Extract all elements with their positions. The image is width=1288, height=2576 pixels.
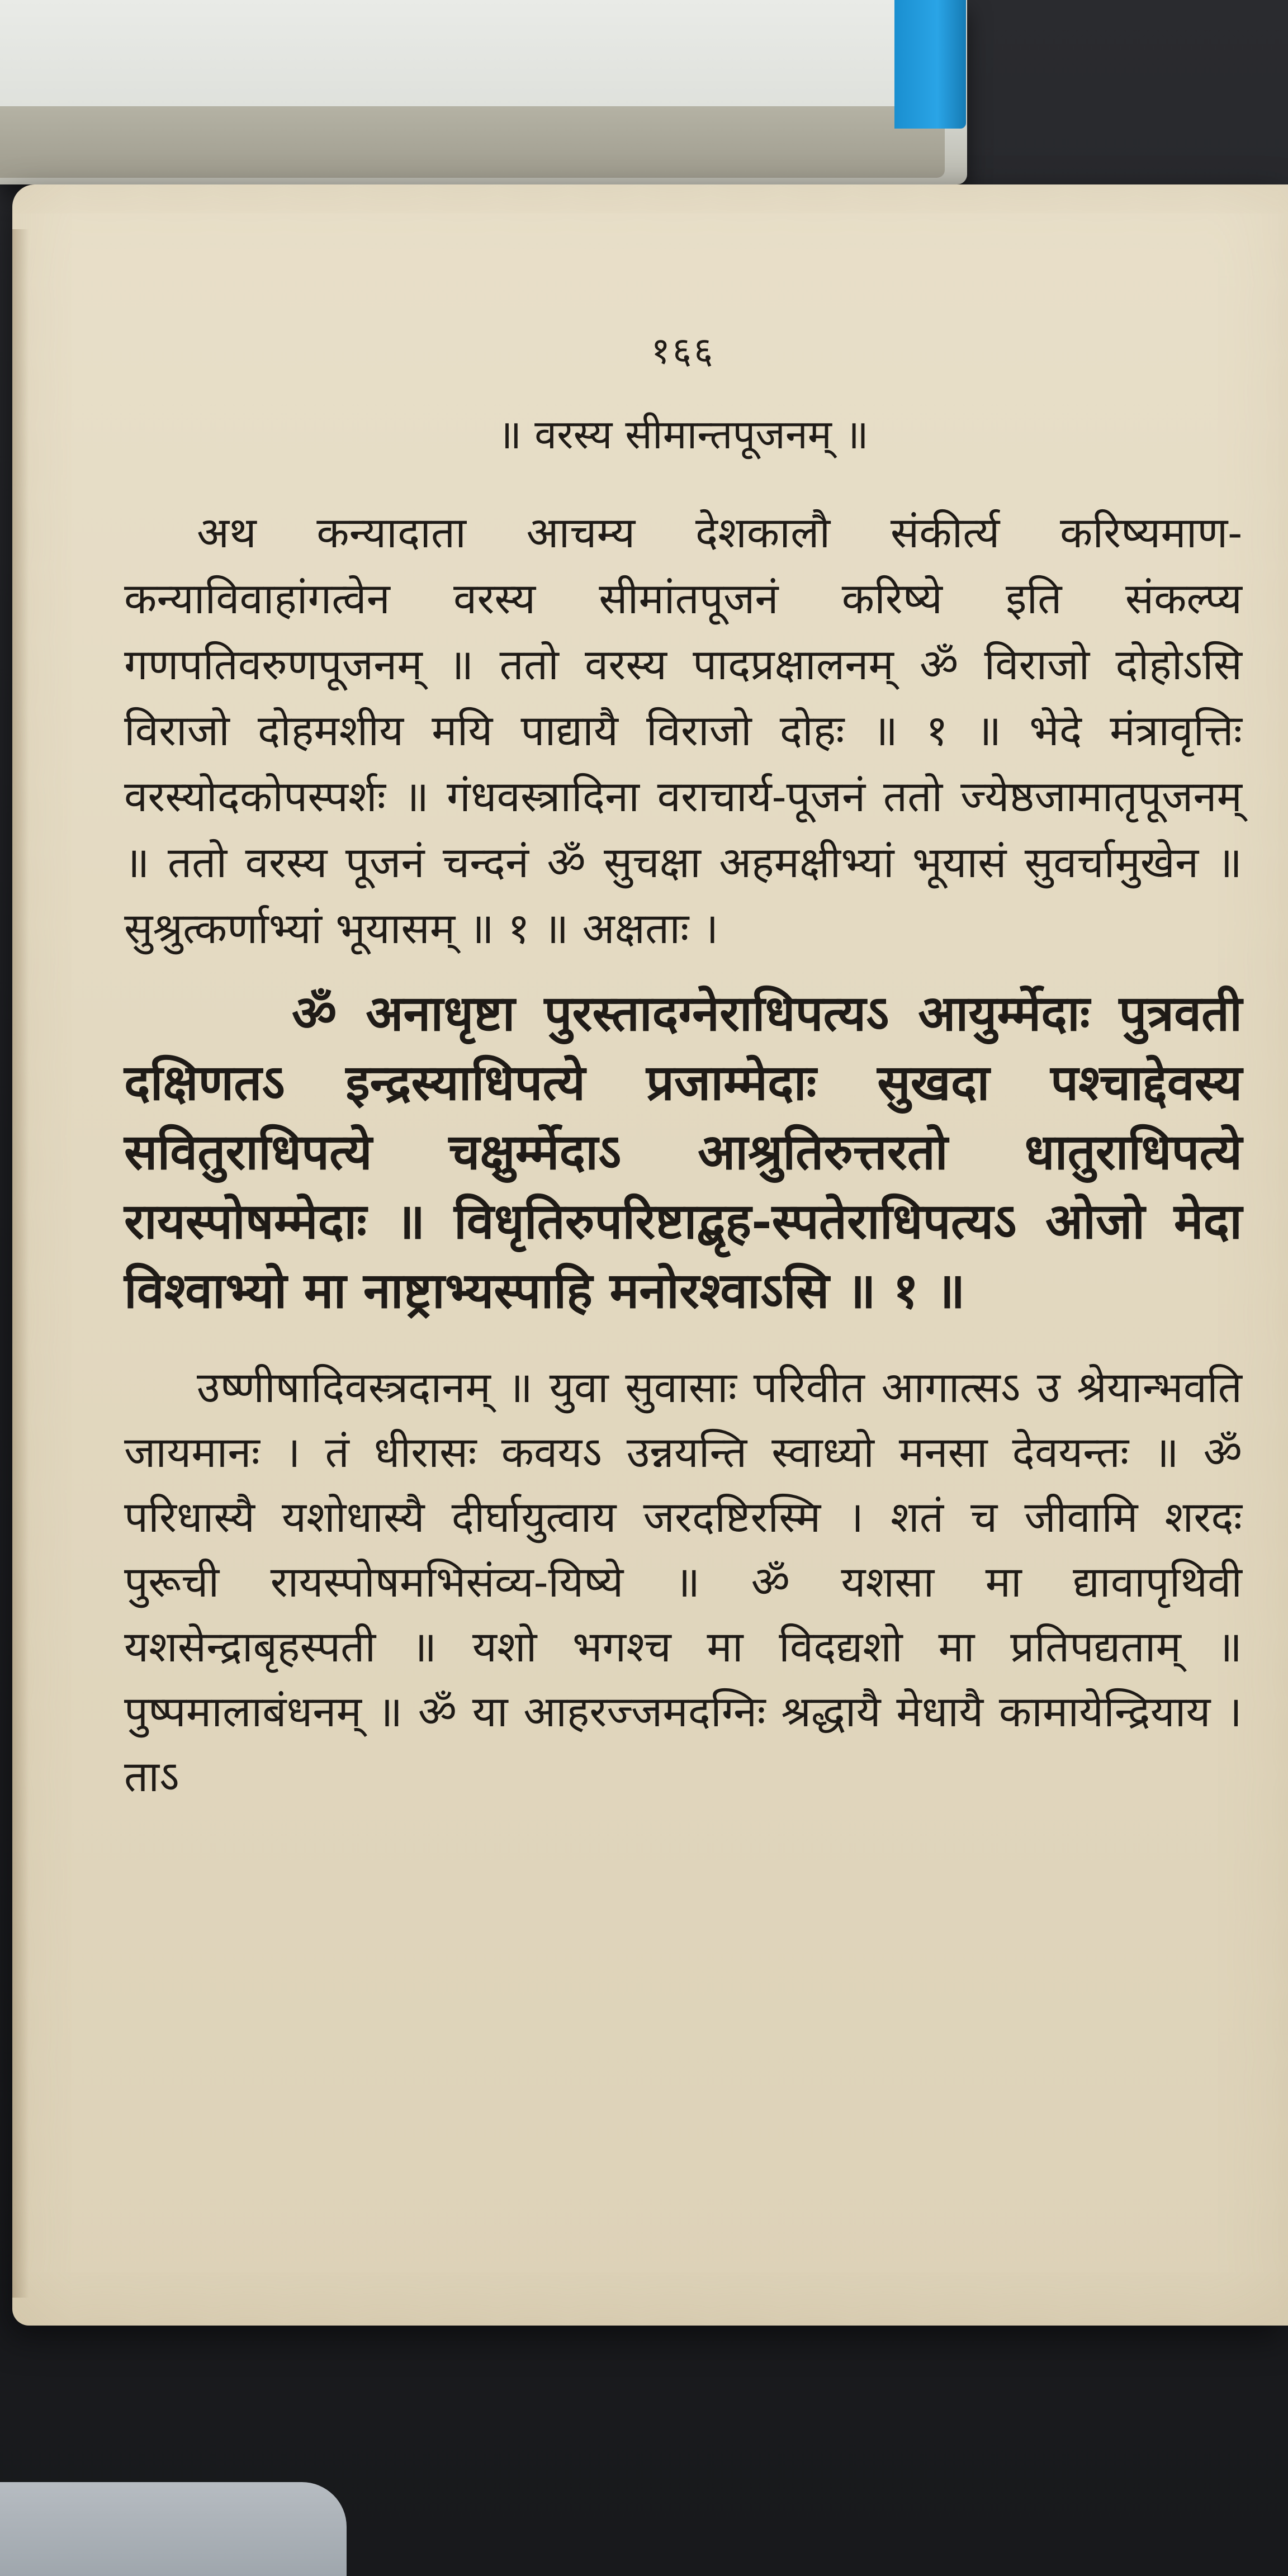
book-page bbox=[12, 184, 1288, 2326]
foreground-object bbox=[0, 2482, 347, 2576]
mantra-block: ॐ अनाधृष्टा पुरस्तादग्नेराधिपत्यऽ आयुर्म्मेदाः पुत्रवती दक्षिणतऽ इन्द्रस्याधिपत्ये प्रजाम्मेदाः सुखदा पश्चाद्देवस्य सवितुराधिपत्ये चक्षुर्म्मेदाऽ आश्रुतिरुत्तरतो धातुराधिपत्ये रायस्पोषम्मेदाः ॥ विधृतिरुपरिष्टाद्बृह-स्पतेराधिपत्यऽ ओजो मेदा विश्वाभ्यो मा नाष्ट्राभ्यस्पाहि मनोरश्वाऽसि ॥ १ ॥ bbox=[124, 984, 1242, 1319]
section-heading: ॥ वरस्य सीमान्तपूजनम् ॥ bbox=[498, 411, 869, 458]
paragraph-vastra-daan: उष्णीषादिवस्त्रदानम् ॥ युवा सुवासाः परिवीत आगात्सऽ उ श्रेयान्भवति जायमानः । तं धीरासः कवयऽ उन्नयन्ति स्वाध्यो मनसा देवयन्तः ॥ ॐ परिधास्यै यशोधास्यै दीर्घायुत्वाय जरदष्टिरस्मि । शतं च जीवामि शरदः पुरूची रायस्पोषमभिसंव्य-यिष्ये ॥ ॐ यशसा मा द्यावापृथिवी यशसेन्द्राबृहस्पती ॥ यशो भगश्च मा विदद्यशो मा प्रतिपद्यताम् ॥ पुष्पमालाबंधनम् ॥ ॐ या आहरज्जमदग्निः श्रद्धायै मेधायै कामायेन्द्रियाय । ताऽ bbox=[124, 1362, 1242, 1801]
book-blue-spine bbox=[894, 0, 966, 129]
background-book bbox=[0, 0, 967, 184]
page-number: १६६ bbox=[651, 329, 716, 372]
book-cover bbox=[0, 0, 894, 106]
page-content bbox=[124, 324, 1242, 1809]
page-edge-shadow bbox=[12, 229, 29, 2298]
book-page-edges bbox=[0, 94, 945, 178]
paragraph-ritual-intro: अथ कन्यादाता आचम्य देशकालौ संकीर्त्य करिष्यमाण-कन्याविवाहांगत्वेन वरस्य सीमांतपूजनं करिष्ये इति संकल्प्य गणपतिवरुणपूजनम् ॥ ततो वरस्य पादप्रक्षालनम् ॐ विराजो दोहोऽसि विराजो दोहमशीय मयि पाद्यायै विराजो दोहः ॥ १ ॥ भेदे मंत्रावृत्तिः वरस्योदकोपस्पर्शः ॥ गंधवस्त्रादिना वराचार्य-पूजनं ततो ज्येष्ठजामातृपूजनम् ॥ ततो वरस्य पूजनं चन्दनं ॐ सुचक्षा अहमक्षीभ्यां भूयासं सुवर्चामुखेन ॥ सुश्रुत्कर्णाभ्यां भूयासम् ॥ १ ॥ अक्षताः । bbox=[124, 508, 1242, 953]
